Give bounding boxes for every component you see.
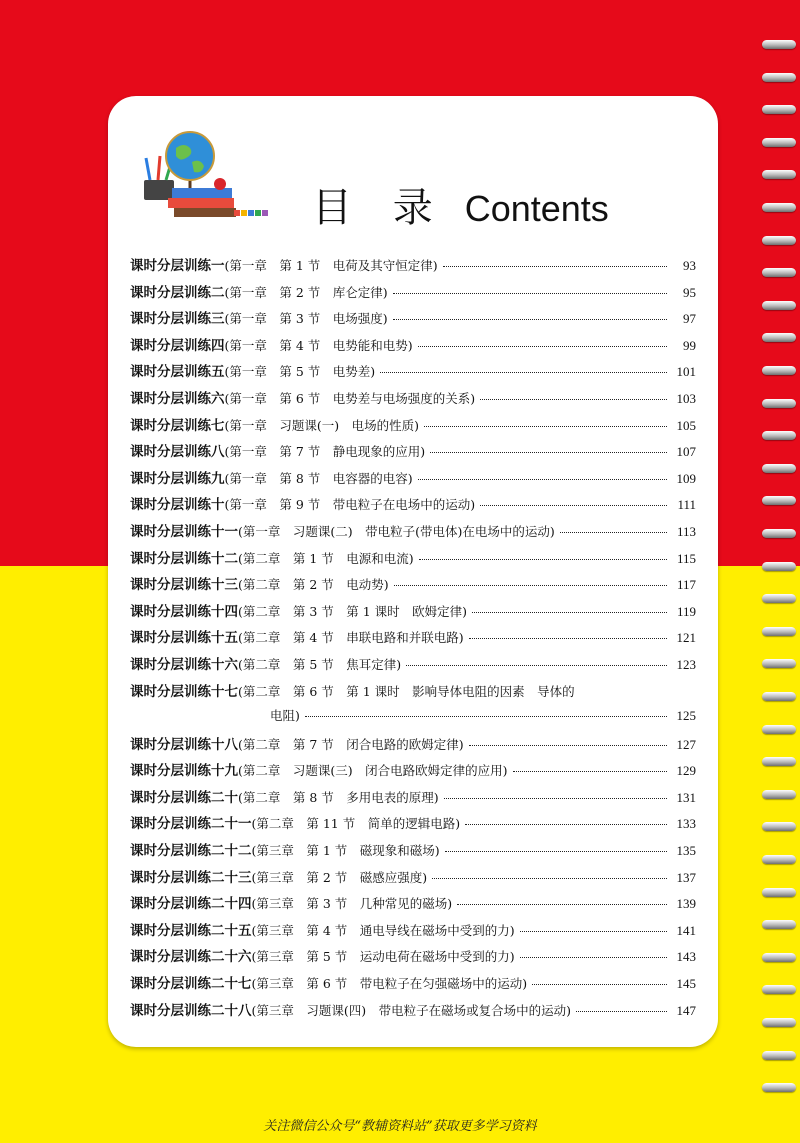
title-chinese: 目 录 bbox=[312, 185, 447, 231]
binder-ring bbox=[762, 236, 796, 245]
toc-row[interactable] bbox=[130, 680, 696, 707]
toc-detail: (第二章 第 1 节 电源和电流) bbox=[238, 550, 414, 566]
toc-lead: 课时分层训练二十一 bbox=[130, 816, 252, 833]
binder-ring bbox=[762, 659, 796, 668]
toc-row[interactable] bbox=[130, 281, 696, 308]
spiral-binding bbox=[762, 40, 800, 1100]
toc-page-number: 131 bbox=[676, 789, 696, 805]
toc-leader-dots bbox=[513, 771, 667, 772]
binder-ring bbox=[762, 1083, 796, 1092]
binder-ring bbox=[762, 170, 796, 179]
page-title bbox=[312, 176, 609, 231]
toc-page-number: 145 bbox=[676, 976, 696, 992]
toc-row[interactable] bbox=[130, 254, 696, 281]
binder-ring bbox=[762, 496, 796, 505]
toc-page-number: 101 bbox=[676, 364, 696, 380]
toc-row[interactable] bbox=[130, 414, 696, 441]
toc-row[interactable] bbox=[130, 573, 696, 600]
toc-row[interactable] bbox=[130, 440, 696, 467]
toc-detail: (第一章 第 1 节 电荷及其守恒定律) bbox=[224, 258, 438, 273]
binder-ring bbox=[762, 333, 796, 342]
toc-leader-dots bbox=[480, 505, 667, 506]
toc-detail: (第一章 第 8 节 电容器的电容) bbox=[224, 470, 413, 486]
toc-detail: (第二章 第 4 节 串联电路和并联电路) bbox=[238, 630, 464, 646]
toc-leader-dots bbox=[380, 372, 667, 373]
toc-page-number: 109 bbox=[676, 470, 696, 486]
binder-ring bbox=[762, 985, 796, 994]
toc-lead: 课时分层训练十七 bbox=[130, 683, 238, 700]
toc-page-number: 125 bbox=[676, 708, 696, 724]
binder-ring bbox=[762, 790, 796, 799]
toc-leader-dots bbox=[576, 1011, 667, 1012]
toc-lead: 课时分层训练四 bbox=[130, 337, 225, 354]
toc-row[interactable] bbox=[130, 999, 696, 1026]
toc-leader-dots bbox=[406, 665, 667, 666]
binder-ring bbox=[762, 725, 796, 734]
toc-detail: (第一章 第 7 节 静电现象的应用) bbox=[224, 444, 426, 460]
toc-lead: 课时分层训练二十二 bbox=[130, 843, 252, 860]
toc-row[interactable] bbox=[130, 467, 696, 494]
toc-lead: 课时分层训练二十三 bbox=[130, 869, 252, 886]
toc-row[interactable] bbox=[130, 706, 696, 733]
toc-page-number: 135 bbox=[676, 843, 696, 859]
toc-row[interactable] bbox=[130, 919, 696, 946]
binder-ring bbox=[762, 40, 796, 49]
toc-page-number: 115 bbox=[676, 550, 696, 566]
toc-lead: 课时分层训练三 bbox=[130, 311, 225, 328]
toc-detail: (第一章 习题课(一) 电场的性质) bbox=[224, 417, 420, 433]
toc-lead: 课时分层训练二十八 bbox=[130, 1002, 252, 1019]
toc-page-number: 137 bbox=[676, 869, 696, 885]
toc-detail: (第一章 习题课(二) 带电粒子(带电体)在电场中的运动) bbox=[238, 523, 555, 539]
toc-lead: 课时分层训练二 bbox=[130, 284, 225, 301]
toc-lead: 课时分层训练二十六 bbox=[130, 949, 252, 966]
toc-page-number: 97 bbox=[683, 311, 696, 327]
binder-ring bbox=[762, 822, 796, 831]
footer-note: 关注微信公众号“教辅资料站”获取更多学习资料 bbox=[263, 1119, 537, 1134]
toc-lead: 课时分层训练二十四 bbox=[130, 896, 252, 913]
toc-detail: (第一章 第 3 节 电场强度) bbox=[224, 311, 388, 327]
toc-leader-dots bbox=[424, 426, 667, 427]
toc-detail: (第二章 第 2 节 电动势) bbox=[238, 577, 389, 593]
toc-row[interactable] bbox=[130, 334, 696, 361]
toc-detail: (第二章 第 3 节 第 1 课时 欧姆定律) bbox=[238, 603, 468, 619]
toc-row[interactable] bbox=[130, 600, 696, 627]
binder-ring bbox=[762, 529, 796, 538]
binder-ring bbox=[762, 594, 796, 603]
toc-detail: (第三章 第 2 节 磁感应强度) bbox=[251, 869, 428, 885]
toc-detail: (第一章 第 9 节 带电粒子在电场中的运动) bbox=[224, 497, 476, 513]
toc-page-number: 113 bbox=[676, 523, 696, 539]
binder-ring bbox=[762, 464, 796, 473]
toc-row[interactable] bbox=[130, 866, 696, 893]
binder-ring bbox=[762, 268, 796, 277]
toc-lead: 课时分层训练十四 bbox=[130, 603, 238, 620]
toc-leader-dots bbox=[520, 957, 667, 958]
toc-lead: 课时分层训练一 bbox=[130, 258, 225, 274]
toc-leader-dots bbox=[445, 851, 667, 852]
toc-page-number: 139 bbox=[676, 896, 696, 912]
toc-detail: (第二章 第 11 节 简单的逻辑电路) bbox=[251, 816, 461, 832]
toc-leader-dots bbox=[472, 612, 667, 613]
binder-ring bbox=[762, 692, 796, 701]
toc-leader-dots bbox=[432, 878, 667, 879]
toc-leader-dots bbox=[418, 346, 667, 347]
toc-leader-dots bbox=[393, 293, 667, 294]
toc-leader-dots bbox=[443, 266, 667, 267]
toc-row[interactable] bbox=[130, 759, 696, 786]
toc-row[interactable] bbox=[130, 945, 696, 972]
toc-row[interactable] bbox=[130, 786, 696, 813]
toc-page-number: 99 bbox=[683, 337, 696, 353]
toc-row[interactable] bbox=[130, 547, 696, 574]
toc-page-number: 121 bbox=[676, 630, 696, 646]
toc-detail: (第二章 第 5 节 焦耳定律) bbox=[238, 656, 402, 672]
binder-ring bbox=[762, 953, 796, 962]
toc-lead: 课时分层训练十一 bbox=[130, 523, 238, 540]
binder-ring bbox=[762, 627, 796, 636]
binder-ring bbox=[762, 366, 796, 375]
toc-leader-dots bbox=[444, 798, 667, 799]
binder-ring bbox=[762, 920, 796, 929]
toc-detail: (第二章 第 6 节 第 1 课时 影响导体电阻的因素 导体的 bbox=[238, 683, 575, 699]
toc-page-number: 107 bbox=[676, 444, 696, 460]
toc-page-number: 105 bbox=[676, 417, 696, 433]
binder-ring bbox=[762, 399, 796, 408]
toc-lead: 课时分层训练十六 bbox=[130, 656, 238, 673]
toc-detail: (第三章 第 5 节 运动电荷在磁场中受到的力) bbox=[251, 949, 515, 965]
binder-ring bbox=[762, 1018, 796, 1027]
toc-detail: (第二章 第 7 节 闭合电路的欧姆定律) bbox=[238, 736, 464, 752]
toc-lead: 课时分层训练二十五 bbox=[130, 922, 252, 939]
binder-ring bbox=[762, 562, 796, 571]
toc-row[interactable] bbox=[130, 360, 696, 387]
toc-row[interactable] bbox=[130, 812, 696, 839]
toc-leader-dots bbox=[520, 931, 667, 932]
toc-page-number: 141 bbox=[676, 922, 696, 938]
toc-lead: 课时分层训练十二 bbox=[130, 550, 238, 567]
binder-ring bbox=[762, 138, 796, 147]
toc-page-number: 119 bbox=[676, 603, 696, 619]
binder-ring bbox=[762, 105, 796, 114]
toc-page-number: 95 bbox=[683, 284, 696, 300]
toc-leader-dots bbox=[469, 638, 667, 639]
toc-row[interactable] bbox=[130, 493, 696, 520]
binder-ring bbox=[762, 301, 796, 310]
toc-row[interactable] bbox=[130, 972, 696, 999]
toc-row[interactable] bbox=[130, 653, 696, 680]
toc-detail: (第一章 第 6 节 电势差与电场强度的关系) bbox=[224, 390, 476, 406]
toc-leader-dots bbox=[560, 532, 667, 533]
globe-books-icon bbox=[138, 128, 268, 228]
toc-leader-dots bbox=[394, 585, 667, 586]
toc-detail: (第三章 第 4 节 通电导线在磁场中受到的力) bbox=[251, 922, 515, 938]
toc-detail: (第二章 习题课(三) 闭合电路欧姆定律的应用) bbox=[238, 763, 508, 779]
toc-page-number: 103 bbox=[676, 390, 696, 406]
toc-leader-dots bbox=[305, 716, 667, 717]
toc-page-number: 133 bbox=[676, 816, 696, 832]
toc-detail: (第三章 第 3 节 几种常见的磁场) bbox=[251, 896, 453, 912]
toc-lead: 课时分层训练七 bbox=[130, 417, 225, 434]
binder-ring bbox=[762, 757, 796, 766]
binder-ring bbox=[762, 203, 796, 212]
toc-detail: (第一章 第 2 节 库仑定律) bbox=[224, 284, 388, 300]
toc-detail: (第三章 第 1 节 磁现象和磁场) bbox=[251, 843, 440, 859]
toc-page-number: 143 bbox=[676, 949, 696, 965]
toc-leader-dots bbox=[480, 399, 667, 400]
toc-lead: 课时分层训练二十 bbox=[130, 789, 238, 806]
toc-detail: (第三章 第 6 节 带电粒子在匀强磁场中的运动) bbox=[251, 976, 528, 992]
binder-ring bbox=[762, 1051, 796, 1060]
toc-page-number: 123 bbox=[676, 656, 696, 672]
binder-ring bbox=[762, 431, 796, 440]
toc-page-number: 147 bbox=[676, 1002, 696, 1018]
toc-page-number: 117 bbox=[676, 577, 696, 593]
toc-lead: 课时分层训练二十七 bbox=[130, 976, 252, 993]
toc-lead: 课时分层训练五 bbox=[130, 364, 225, 381]
toc-page-number: 129 bbox=[676, 763, 696, 779]
toc-lead: 课时分层训练十九 bbox=[130, 763, 238, 780]
binder-ring bbox=[762, 888, 796, 897]
toc-detail: (第一章 第 5 节 电势差) bbox=[224, 364, 376, 380]
toc-lead: 课时分层训练八 bbox=[130, 444, 225, 461]
toc-lead: 课时分层训练十 bbox=[130, 497, 225, 514]
toc-lead: 课时分层训练九 bbox=[130, 470, 225, 487]
toc-detail: (第二章 第 8 节 多用电表的原理) bbox=[238, 789, 439, 805]
toc-page-number: 127 bbox=[676, 736, 696, 752]
toc-row[interactable] bbox=[130, 520, 696, 547]
toc-detail: (第三章 习题课(四) 带电粒子在磁场或复合场中的运动) bbox=[251, 1002, 572, 1018]
toc-leader-dots bbox=[457, 904, 667, 905]
title-english: Contents bbox=[464, 188, 609, 229]
toc-leader-dots bbox=[532, 984, 667, 985]
toc-row[interactable] bbox=[130, 387, 696, 414]
toc-leader-dots bbox=[419, 559, 667, 560]
toc-leader-dots bbox=[430, 452, 667, 453]
toc-page-number: 111 bbox=[677, 497, 696, 513]
toc-row[interactable] bbox=[130, 733, 696, 760]
toc-row[interactable] bbox=[130, 839, 696, 866]
toc-leader-dots bbox=[465, 824, 667, 825]
table-of-contents bbox=[130, 254, 696, 1025]
toc-row[interactable] bbox=[130, 626, 696, 653]
toc-lead: 课时分层训练六 bbox=[130, 390, 225, 407]
toc-row[interactable] bbox=[130, 892, 696, 919]
toc-page-number: 93 bbox=[683, 258, 696, 273]
binder-ring bbox=[762, 73, 796, 82]
toc-leader-dots bbox=[418, 479, 667, 480]
toc-lead: 课时分层训练十八 bbox=[130, 736, 238, 753]
toc-row[interactable] bbox=[130, 307, 696, 334]
binder-ring bbox=[762, 855, 796, 864]
toc-lead: 课时分层训练十五 bbox=[130, 630, 238, 647]
toc-leader-dots bbox=[393, 319, 667, 320]
toc-detail: 电阻) bbox=[270, 708, 300, 724]
toc-detail: (第一章 第 4 节 电势能和电势) bbox=[224, 337, 413, 353]
toc-lead: 课时分层训练十三 bbox=[130, 577, 238, 594]
toc-leader-dots bbox=[469, 745, 667, 746]
